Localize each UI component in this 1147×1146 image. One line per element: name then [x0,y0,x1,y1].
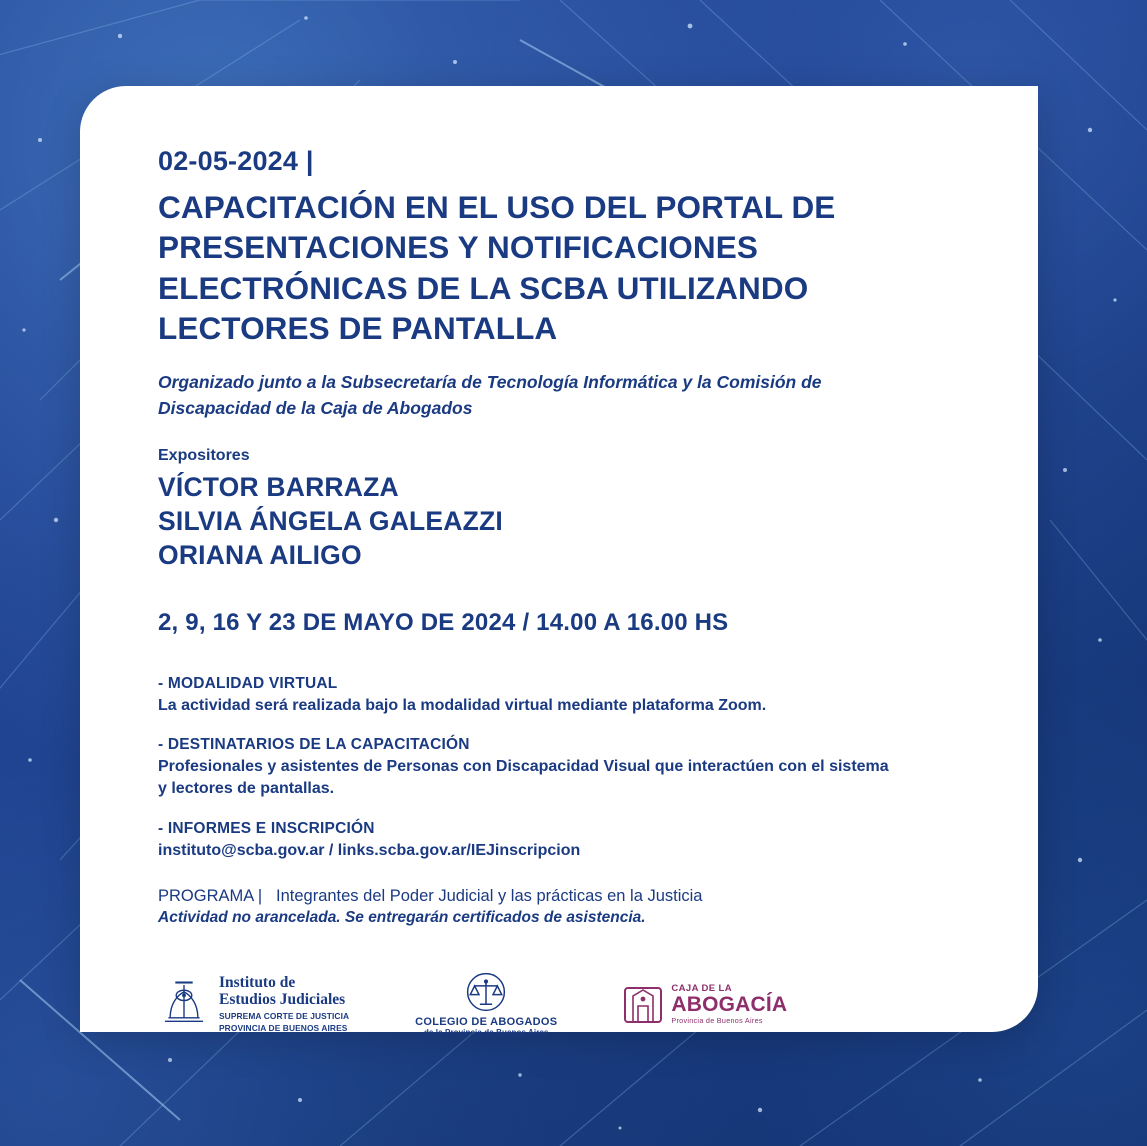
caja-line-2: ABOGACÍA [671,993,788,1017]
logo-colegio-de-abogados [415,971,557,1037]
info-block-heading: - INFORMES E INSCRIPCIÓN [158,819,375,837]
program-line [158,887,978,906]
program-label: PROGRAMA | [158,887,263,906]
iej-logo-text [219,975,349,1033]
event-schedule: 2, 9, 16 Y 23 DE MAYO DE 2024 / 14.00 A 16.00 HS [158,608,729,636]
colegio-line-1: COLEGIO DE ABOGADOS [415,1016,558,1029]
colegio-line-2: de la Provincia de Buenos Aires [423,1028,549,1038]
event-date: 02-05-2024 | [158,146,314,176]
scba-seal-icon [158,978,210,1030]
iej-line-1: Instituto de [219,974,296,992]
info-block-text: Profesionales y asistentes de Personas con Discapacidad Visual que interactúen con el sistema y lectores de pantallas. [158,758,889,797]
registration-contact-link[interactable]: instituto@scba.gov.ar / links.scba.gov.ar/IEJinscripcion [158,841,581,859]
speaker-name: VÍCTOR BARRAZA [158,472,399,502]
iej-line-4: PROVINCIA DE BUENOS AIRES [219,1022,348,1033]
iej-line-3: SUPREMA CORTE DE JUSTICIA [219,1010,350,1021]
logo-caja-de-la-abogacia [623,982,787,1026]
caja-line-3: Provincia de Buenos Aires [671,1016,763,1026]
caja-logo-text [671,983,787,1025]
iej-line-2: Estudios Judiciales [219,990,346,1008]
speakers-label: Expositores [158,447,250,464]
logo-instituto-estudios-judiciales [158,975,349,1033]
speaker-name: SILVIA ÁNGELA GALEAZZI [158,505,503,536]
program-value: Integrantes del Poder Judicial y las prácticas en la Justicia [276,887,703,906]
event-subtitle: Organizado junto a la Subsecretaría de Tecnología Informática y la Comisión de Discapacidad de la Caja de Abogados [158,372,822,418]
scales-of-justice-icon [465,971,507,1013]
content-card [80,86,1038,1038]
page-title: CAPACITACIÓN EN EL USO DEL PORTAL DE PRESENTACIONES Y NOTIFICACIONES ELECTRÓNICAS DE LA SCBA UTILIZANDO LECTORES DE PANTALLA [158,189,836,346]
caja-emblem-icon [623,982,663,1026]
info-block-registration [158,820,898,862]
info-block-text: La actividad será realizada bajo la modalidad virtual mediante plataforma Zoom. [158,696,767,714]
program-note: Actividad no arancelada. Se entregarán certificados de asistencia. [158,909,646,927]
info-block-modality [158,675,898,717]
info-block-heading: - DESTINATARIOS DE LA CAPACITACIÓN [158,736,470,754]
info-block-audience [158,736,898,799]
logo-row [158,971,978,1037]
speaker-name: ORIANA AILIGO [158,539,362,570]
info-block-heading: - MODALIDAD VIRTUAL [158,674,338,692]
caja-line-1: CAJA DE LA [671,983,733,995]
